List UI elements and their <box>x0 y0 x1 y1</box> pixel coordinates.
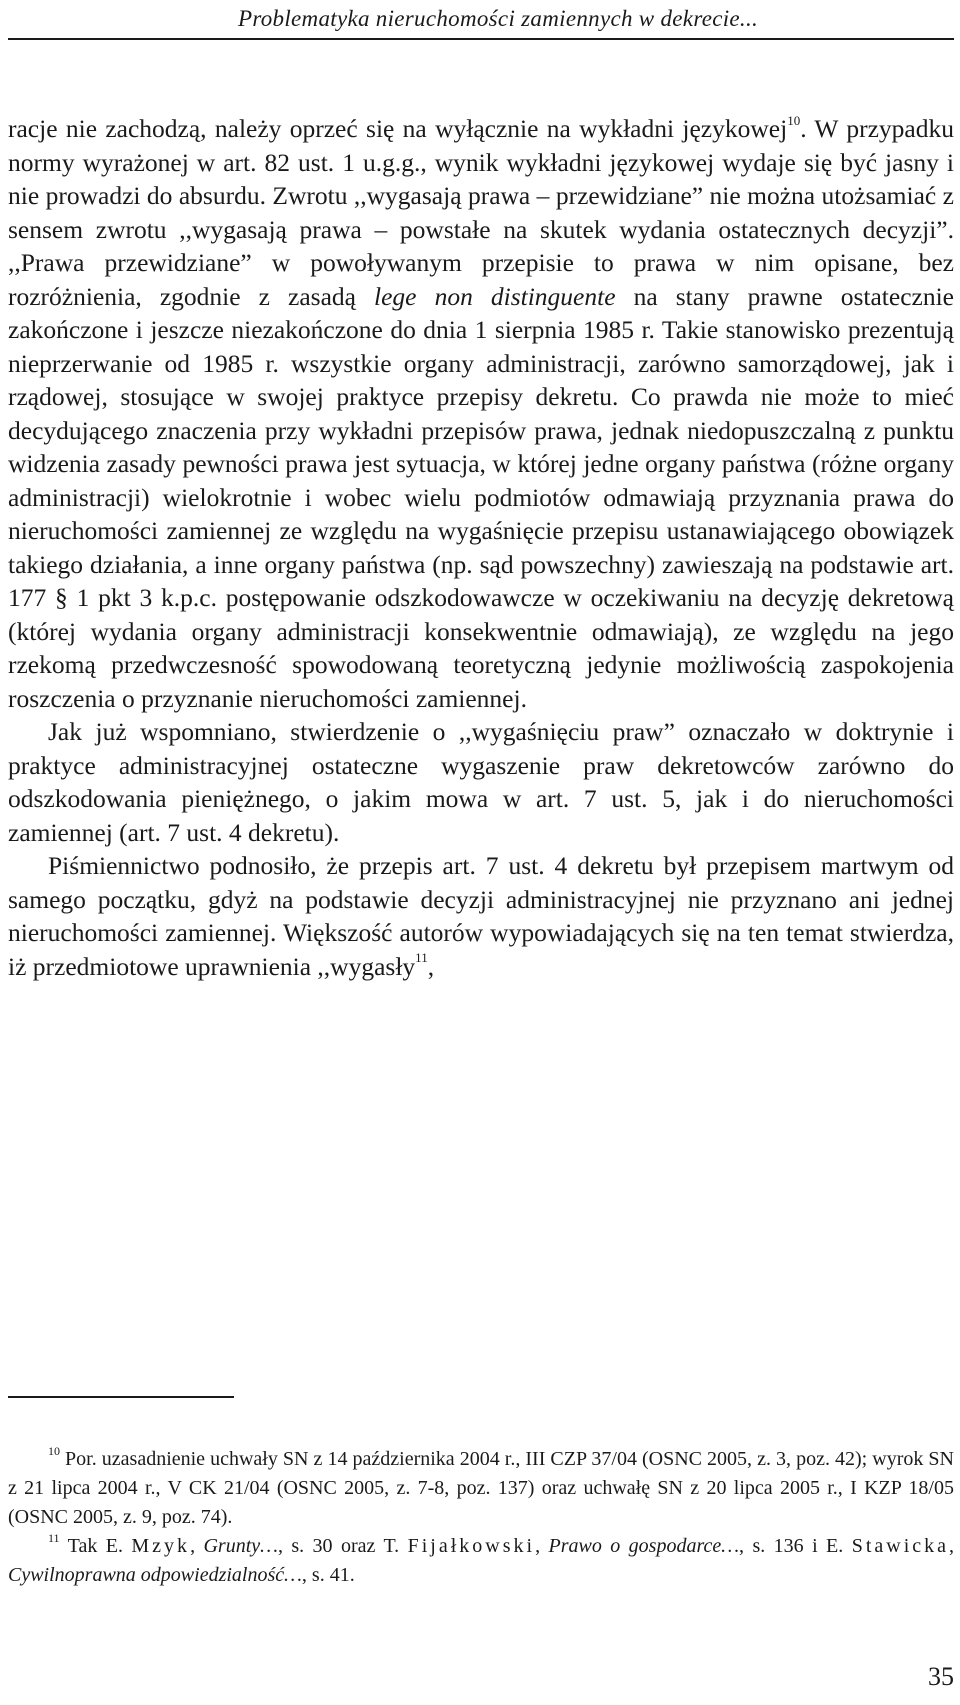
work-title-grunty: Grunty… <box>203 1535 278 1557</box>
running-head: Problematyka nieruchomości zamiennych w dekrecie... <box>238 6 759 31</box>
paragraph-1-text-a: racje nie zachodzą, należy oprzeć się na wyłącznie na wykładni językowej <box>8 114 788 143</box>
footnote-ref-11: 11 <box>415 950 428 965</box>
author-mzyk: Mzyk <box>131 1535 191 1557</box>
latin-phrase: lege non distinguente <box>374 281 616 311</box>
footnote-10-text: Por. uzasadnienie uchwały SN z 14 października 2004 r., III CZP 37/04 (OSNC 2005, z. 3, poz. 42); wyrok SN z 21 lipca 2004 r., V CK 21/04 (OSNC 2005, z. 7-8, poz. 137) oraz uchwałę SN z 20 lipca 2005 r., I KZP 18/05 (OSNC 2005, z. 9, poz. 74). <box>8 1448 954 1528</box>
paragraph-3-text-b: , <box>427 951 435 981</box>
footnote-11-text-2: , <box>190 1535 204 1557</box>
footnote-11-text-4: , <box>535 1535 549 1557</box>
paragraph-3 <box>8 849 954 983</box>
body-text <box>8 112 954 983</box>
work-title-prawo: Prawo o gospodarce… <box>548 1535 740 1557</box>
footnote-ref-10: 10 <box>787 112 801 128</box>
footnote-11-text-5: , s. 136 i E. <box>739 1535 852 1557</box>
paragraph-2: Jak już wspomniano, stwierdzenie o ,,wygaśnięciu praw” oznaczało w doktrynie i praktyce administracyjnej ostateczne wygaszenie praw dekretowców zarówno do odszkodowania pieniężnego, o jakim mowa w art. 7 ust. 5, jak i do nieruchomości zamiennej (art. 7 ust. 4 dekretu). <box>8 717 954 847</box>
footnote-11-text-7: , s. 41. <box>301 1564 355 1586</box>
footnote-11-number: 11 <box>48 1531 60 1546</box>
page-number: 35 <box>928 1662 954 1691</box>
footnote-10-number: 10 <box>48 1444 60 1459</box>
footnotes <box>8 1445 954 1590</box>
footnote-rule <box>8 1396 234 1398</box>
footnote-11-text-6: , <box>949 1535 955 1557</box>
paragraph-3-text-a: Piśmiennictwo podnosiło, że przepis art. 7 ust. 4 dekretu był przepisem martwym od samego początku, gdyż na podstawie decyzji administracyjnej nie przyznano ani jednej nieruchomości zamiennej. Większość autorów wypowiadających się na ten temat stwierdza, iż przedmiotowe uprawnienia ,,wygasły <box>8 851 954 981</box>
footnote-10 <box>8 1445 954 1532</box>
paragraph-1-text-c: na stany prawne ostatecznie zakończone i jeszcze niezakończone do dnia 1 sierpnia 1985 r. Takie stanowisko prezentują nieprzerwanie od 1985 r. wszystkie organy administracji, zarówno samorządowej, jak i rządowej, stosujące w swojej praktyce przepisy dekretu. Co prawda nie może to mieć decydującego znaczenia przy wykładni przepisów prawa, jednak niedopuszczalną z punktu widzenia zasady pewności prawa jest sytuacja, w której jedne organy państwa (różne organy administracji) wielokrotnie i wobec wielu podmiotów odmawiają przyznania prawa do nieruchomości zamiennej ze względu na wygaśnięcie przepisu ustanawiającego obowiązek takiego działania, a inne organy państwa (np. sąd powszechny) zawieszają na podstawie art. 177 § 1 pkt 3 k.p.c. postępowanie odszkodowawcze w oczekiwaniu na decyzję dekretową (której wydania organy administracji konsekwentnie odmawiają), ze względu na jego rzekomą przedwczesność spowodowaną teoretyczną jedynie możliwością zaspokojenia roszczenia o przyznanie nieruchomości zamiennej. <box>8 281 954 713</box>
header-rule <box>8 38 954 40</box>
footnote-11-text-3: , s. 30 oraz T. <box>277 1535 408 1557</box>
footnote-11-text-1: Tak E. <box>59 1535 132 1557</box>
paragraph-1 <box>8 112 954 715</box>
paragraph-1-text-b: . W przypadku normy wyrażonej w art. 82 ust. 1 u.g.g., wynik wykładni językowej wydaje się być jasny i nie prowadzi do absurdu. Zwrotu ,,wygasają prawa – przewidziane” nie można utożsamiać z sensem zwrotu ,,wygasają prawa – powstałe na skutek wydania ostatecznych decyzji”. ,,Prawa przewidziane” w powoływanym przepisie to prawa w nim opisane, bez rozróżnienia, zgodnie z zasadą <box>8 114 954 311</box>
author-stawicka: Stawicka <box>851 1535 950 1557</box>
author-fijalkowski: Fijałkowski <box>407 1535 536 1557</box>
work-title-cywilnoprawna: Cywilnoprawna odpowiedzialność… <box>8 1564 302 1586</box>
footnote-11 <box>8 1532 954 1590</box>
